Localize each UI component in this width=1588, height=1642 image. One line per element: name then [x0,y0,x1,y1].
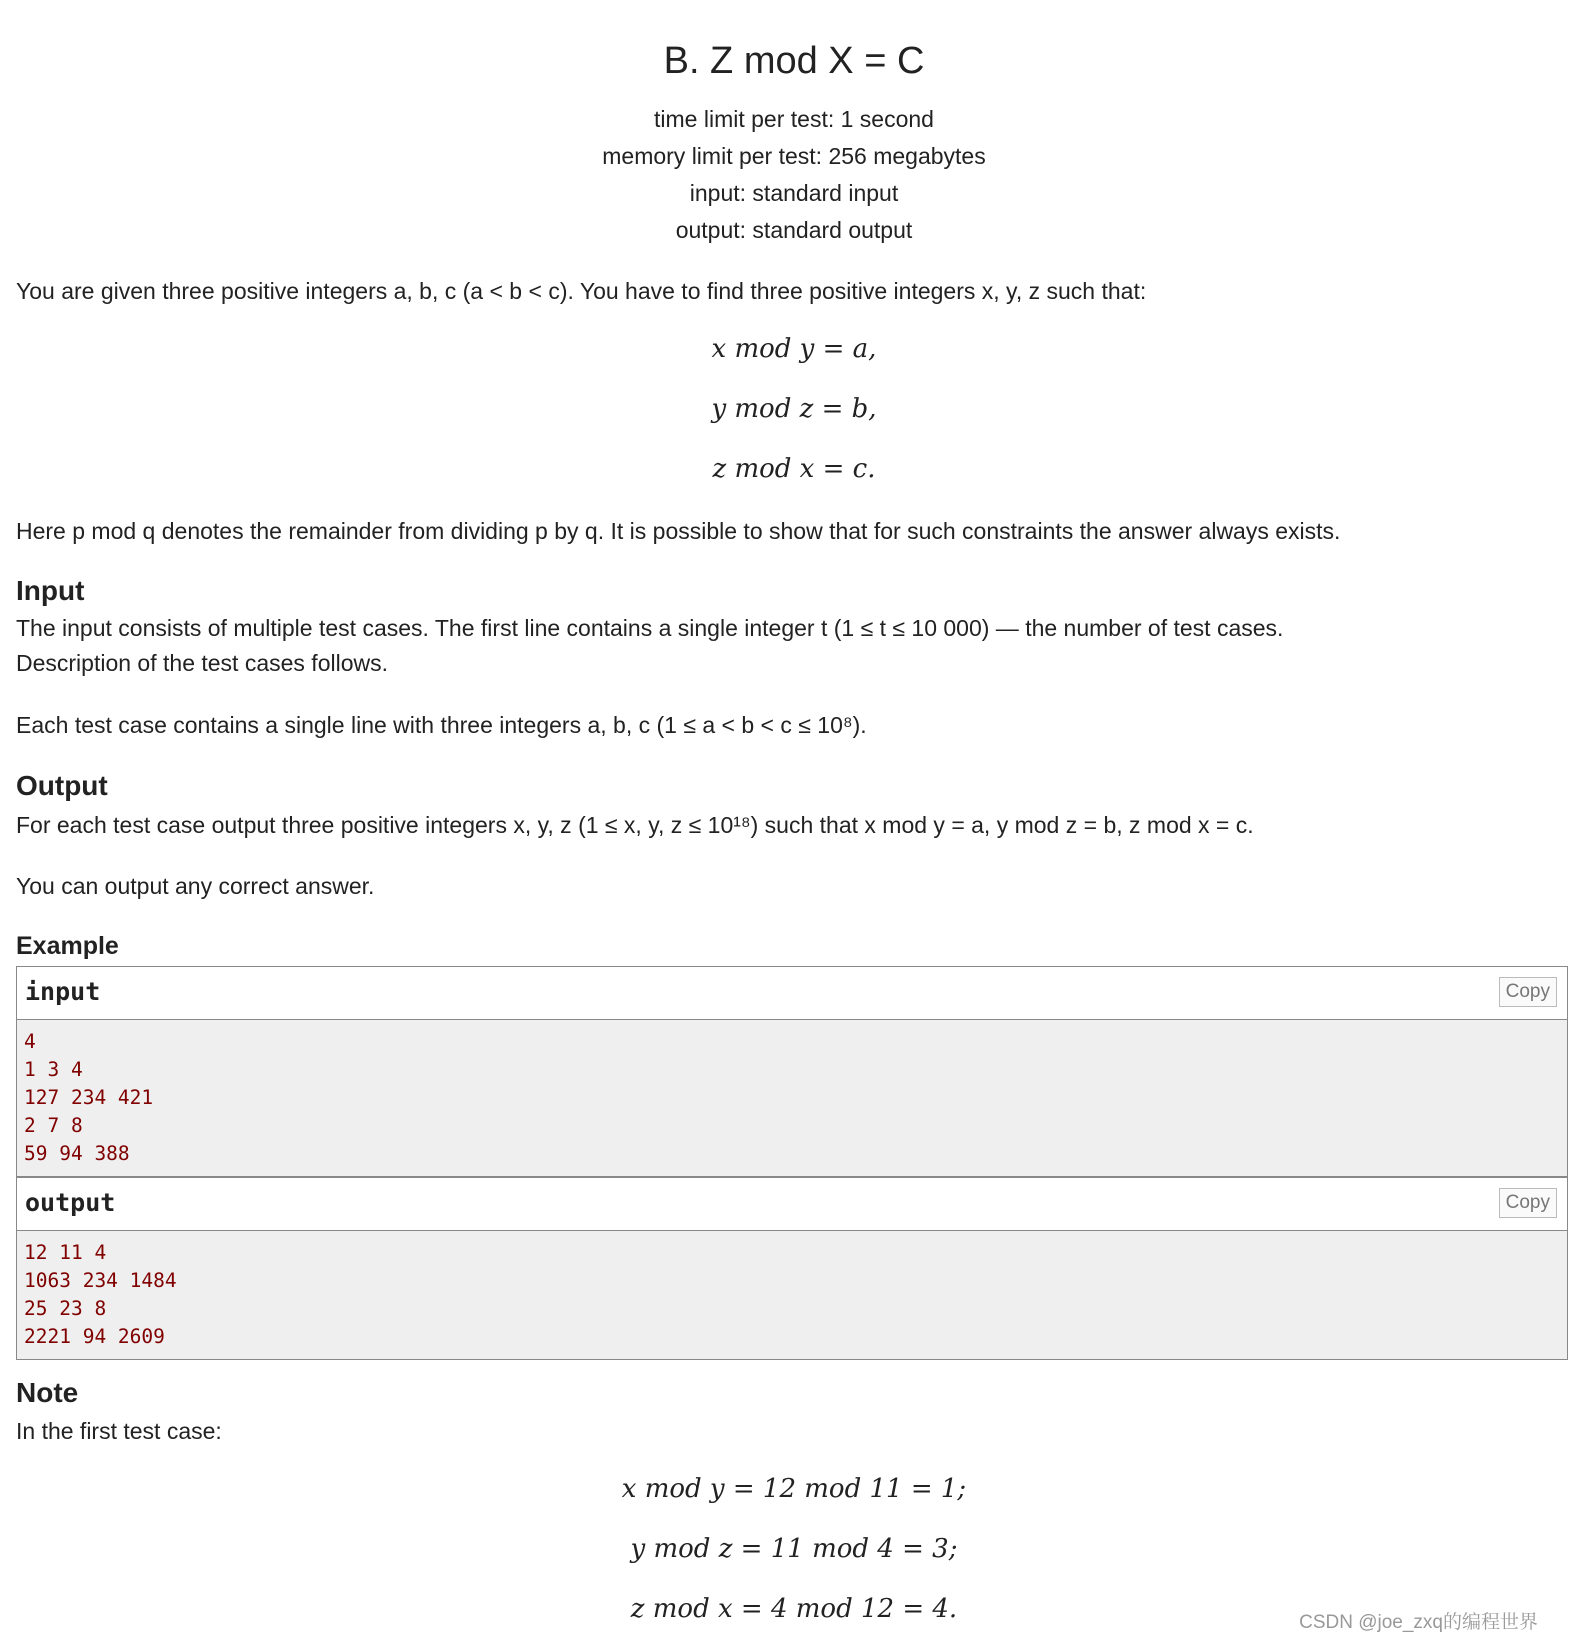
watermark: CSDN @joe_zxq的编程世界 [1299,1612,1538,1633]
sample-line: 25 23 8 [24,1297,107,1320]
output-paragraph: For each test case output three positive integers x, y, z (1 ≤ x, y, z ≤ 10¹⁸) such that x mod y = a, y mod z = b, z mod x = c. [16,812,1254,838]
note-equation: z mod x = 4 mod 12 = 4. [630,1594,958,1624]
sample-line: 127 234 421 [24,1086,154,1109]
input-paragraph-2: Description of the test cases follows. [16,650,388,676]
equation: x mod y = a, [711,334,877,364]
output-spec: output: standard output [675,217,913,243]
sample-line: 12 11 4 [24,1241,107,1264]
note-equation: y mod z = 11 mod 4 = 3; [630,1534,958,1564]
sample-line: 2221 94 2609 [24,1325,165,1348]
output-label: output [25,1188,116,1217]
input-heading: Input [16,575,85,606]
note-equation: x mod y = 12 mod 11 = 1; [621,1474,967,1504]
legend-paragraph: You are given three positive integers a, b, c (a < b < c). You have to find three positive integers x, y, z such that: [16,278,1147,304]
output-heading: Output [16,770,108,801]
equation: z mod x = c. [712,454,876,484]
output-sample[interactable] [17,1231,1567,1359]
example-box [16,966,1568,1360]
sample-line: 1 3 4 [24,1058,83,1081]
problem-title: B. Z mod X = C [663,40,925,82]
input-spec: input: standard input [689,180,899,206]
sample-line: 1063 234 1484 [24,1269,177,1292]
example-heading: Example [16,932,119,960]
note-heading: Note [16,1377,79,1408]
copy-input-button[interactable]: Copy [1499,977,1557,1007]
memory-limit: memory limit per test: 256 megabytes [602,143,986,169]
legend-paragraph-2: Here p mod q denotes the remainder from dividing p by q. It is possible to show that for such constraints the answer always exists. [16,518,1341,544]
sample-line: 4 [24,1030,36,1053]
time-limit: time limit per test: 1 second [654,106,934,132]
input-paragraph-3: Each test case contains a single line with three integers a, b, c (1 ≤ a < b < c ≤ 10⁸). [16,712,867,738]
copy-output-button[interactable]: Copy [1499,1188,1557,1218]
sample-line: 59 94 388 [24,1142,130,1165]
output-paragraph-2: You can output any correct answer. [16,873,375,899]
input-sample[interactable] [17,1020,1567,1176]
input-header [17,967,1567,1020]
output-header [17,1176,1567,1231]
sample-line: 2 7 8 [24,1114,83,1137]
note-paragraph: In the first test case: [16,1418,222,1444]
equation: y mod z = b, [711,394,877,424]
input-paragraph: The input consists of multiple test cases. The first line contains a single integer t (1 ≤ t ≤ 10 000) — the number of test cases. [16,615,1284,641]
input-label: input [25,977,101,1006]
